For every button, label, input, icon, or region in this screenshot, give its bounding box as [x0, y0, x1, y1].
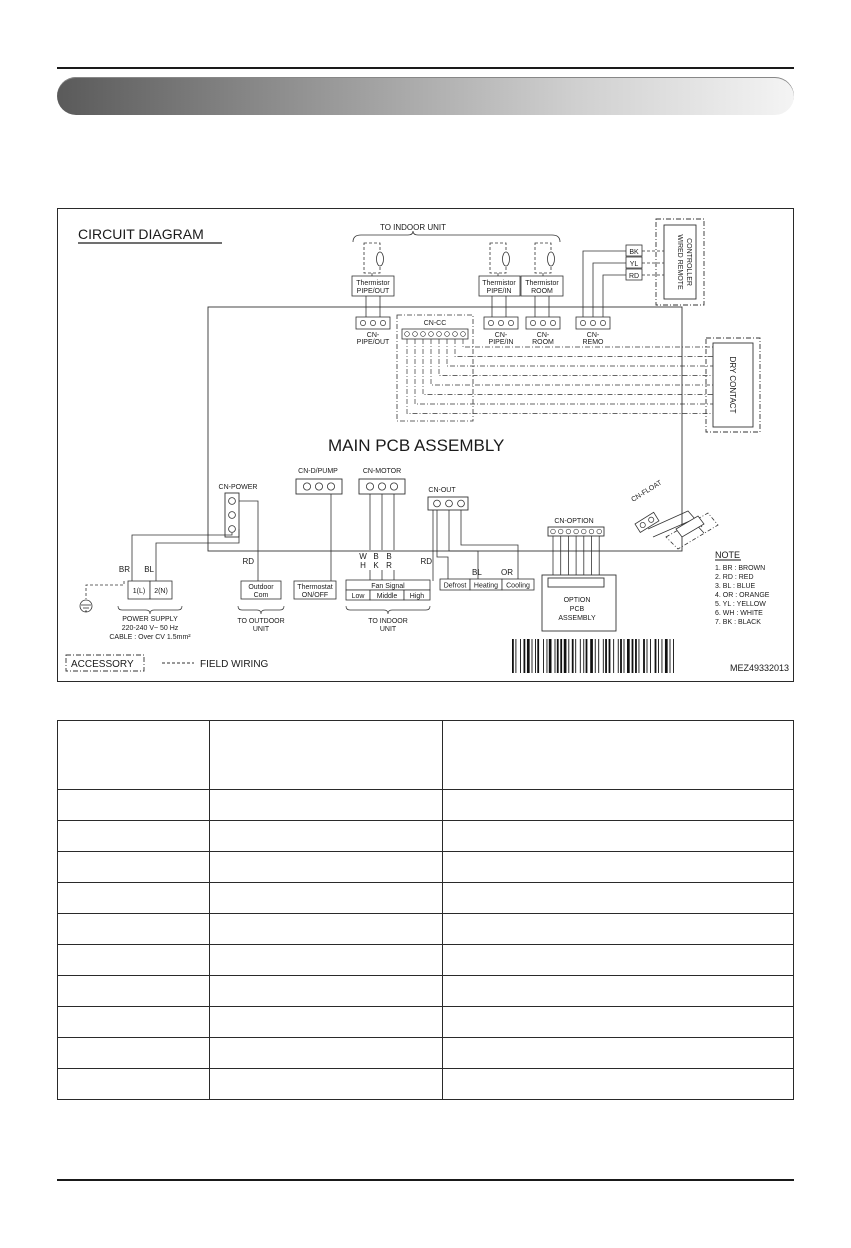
- table-cell: [209, 1007, 443, 1038]
- barcode: [512, 639, 674, 673]
- thermistor-pipe-in-l2: PIPE/IN: [486, 288, 512, 295]
- wired-remote-l1: WIRED REMOTE: [676, 234, 683, 290]
- barcode-bar: [624, 639, 625, 673]
- section-banner: [57, 77, 794, 115]
- barcode-bar: [605, 639, 607, 673]
- thermistor-room-l2: ROOM: [531, 288, 553, 295]
- wired-remote-controller: [656, 219, 704, 305]
- cn-option-pin: [589, 529, 594, 534]
- table-cell: [443, 1069, 794, 1100]
- cn-option-pin: [597, 529, 602, 534]
- cn-pipe-out-l2: PIPE/OUT: [356, 339, 390, 346]
- wire-bl: BL: [144, 565, 154, 574]
- barcode-bar: [537, 639, 539, 673]
- table-cell: [209, 883, 443, 914]
- barcode-bar: [627, 639, 630, 673]
- circuit-diagram-svg: [58, 209, 793, 681]
- table-row: [58, 790, 794, 821]
- table-cell: [58, 914, 210, 945]
- barcode-bar: [515, 639, 516, 673]
- table-cell: [58, 945, 210, 976]
- table-cell: [58, 821, 210, 852]
- dry-contact-wire: [447, 339, 713, 366]
- cn-option: [542, 518, 616, 631]
- barcode-bar: [609, 639, 611, 673]
- barcode-bar: [549, 639, 552, 673]
- barcode-bar: [662, 639, 663, 673]
- barcode-bar: [650, 639, 651, 673]
- table-cell: [209, 790, 443, 821]
- barcode-bar: [613, 639, 614, 673]
- table-cell: [443, 883, 794, 914]
- cn-remo-l1: CN-: [586, 332, 600, 339]
- dry-contact-label: DRY CONTACT: [728, 356, 737, 414]
- barcode-bar: [560, 639, 562, 673]
- table-cell: [58, 721, 210, 790]
- cn-remo: [576, 245, 664, 346]
- cn-cc-label: CN-CC: [423, 320, 447, 327]
- table-cell: [209, 1069, 443, 1100]
- cn-float: [630, 479, 718, 549]
- table-cell: [58, 1069, 210, 1100]
- note-line: 3. BL : BLUE: [715, 583, 756, 590]
- outdoor-com-l1: Outdoor: [248, 584, 274, 591]
- cn-pipe-in-l2: PIPE/IN: [488, 339, 514, 346]
- barcode-bar: [595, 639, 596, 673]
- thermistor-pipe-out-l1: Thermistor: [356, 280, 390, 287]
- option-pcb-l3: ASSEMBLY: [558, 615, 596, 622]
- cn-out: [420, 487, 534, 590]
- cn-option-pin: [551, 529, 556, 534]
- thermistor-pipe-out: [352, 243, 394, 346]
- table-row: [58, 821, 794, 852]
- cn-d-pump: [294, 468, 342, 599]
- wire-br-motor-1: B: [386, 552, 392, 561]
- cn-out-label: CN-OUT: [428, 487, 456, 494]
- to-indoor-bottom-l2: UNIT: [379, 626, 397, 633]
- cn-pipe-in-l1: CN-: [494, 332, 508, 339]
- cn-cc-pin: [405, 332, 410, 337]
- power-supply-l1: POWER SUPPLY: [122, 616, 178, 623]
- note-line: 6. WH : WHITE: [715, 610, 763, 617]
- note-line: 5. YL : YELLOW: [715, 601, 766, 608]
- float-switch-icon: [676, 516, 704, 537]
- barcode-bar: [618, 639, 619, 673]
- wire-rd-out: RD: [420, 557, 432, 566]
- terminal-1l: 1(L): [132, 588, 146, 595]
- barcode-bar: [543, 639, 544, 673]
- note-line: 7. BK : BLACK: [715, 619, 761, 626]
- barcode-bar: [647, 639, 648, 673]
- barcode-bar: [635, 639, 637, 673]
- option-pcb-l2: PCB: [569, 606, 585, 613]
- thermistor-room: [521, 243, 563, 346]
- barcode-bar: [572, 639, 574, 673]
- barcode-bar: [620, 639, 622, 673]
- legend-accessory: ACCESSORY: [71, 659, 134, 670]
- table-row: [58, 1007, 794, 1038]
- dry-contact: [706, 338, 760, 432]
- legend: [66, 655, 269, 671]
- barcode-bar: [670, 639, 671, 673]
- cn-cc-pin: [461, 332, 466, 337]
- wire-wh-1: W: [359, 552, 367, 561]
- table-row: [58, 852, 794, 883]
- cn-cc-pin: [453, 332, 458, 337]
- main-pcb-outline: [208, 307, 682, 551]
- barcode-bar: [575, 639, 576, 673]
- note-line: 2. RD : RED: [715, 574, 754, 581]
- barcode-bar: [586, 639, 588, 673]
- earth-ground-icon: [80, 581, 124, 612]
- wire-br-motor-2: R: [386, 561, 392, 570]
- table-cell: [443, 721, 794, 790]
- cn-motor: [359, 468, 405, 590]
- barcode-bar: [520, 639, 521, 673]
- table-row: [58, 883, 794, 914]
- thermistor-pipe-out-l2: PIPE/OUT: [356, 288, 390, 295]
- barcode-bar: [655, 639, 657, 673]
- cn-option-pin: [574, 529, 579, 534]
- table-cell: [443, 976, 794, 1007]
- circuit-diagram: [57, 208, 794, 682]
- to-outdoor-l1: TO OUTDOOR: [237, 618, 285, 625]
- wire-wh-2: H: [360, 561, 366, 570]
- barcode-bar: [603, 639, 604, 673]
- cn-option-label: CN-OPTION: [554, 518, 594, 525]
- wire-or-out: OR: [501, 568, 513, 577]
- cn-remo-l2: REMO: [582, 339, 604, 346]
- table-cell: [58, 1038, 210, 1069]
- remote-wire-bk: BK: [629, 249, 639, 256]
- barcode-bar: [673, 639, 674, 673]
- barcode-bar: [643, 639, 645, 673]
- table-cell: [58, 852, 210, 883]
- table-cell: [443, 821, 794, 852]
- barcode-bar: [639, 639, 640, 673]
- barcode-bar: [535, 639, 536, 673]
- fan-high: High: [409, 593, 425, 600]
- out-defrost: Defrost: [443, 582, 467, 590]
- cn-dpump-label: CN-D/PUMP: [298, 468, 338, 475]
- bottom-rule: [57, 1179, 794, 1181]
- dry-contact-wire: [439, 339, 713, 376]
- table-row: [58, 1069, 794, 1100]
- table-cell: [443, 945, 794, 976]
- barcode-bar: [555, 639, 556, 673]
- outdoor-com: [237, 581, 284, 633]
- table-cell: [58, 790, 210, 821]
- cn-pipe-out-l1: CN-: [366, 332, 380, 339]
- table-cell: [443, 790, 794, 821]
- table-cell: [443, 1007, 794, 1038]
- table-row: [58, 945, 794, 976]
- thermostat-l2: ON/OFF: [301, 592, 329, 599]
- table-row: [58, 914, 794, 945]
- fan-low: Low: [351, 593, 365, 600]
- barcode-bar: [547, 639, 548, 673]
- thermostat-l1: Thermostat: [297, 584, 333, 591]
- table-cell: [209, 976, 443, 1007]
- table-cell: [209, 945, 443, 976]
- table-row: [58, 976, 794, 1007]
- wire-rd-power: RD: [242, 557, 254, 566]
- cn-cc: [397, 315, 713, 421]
- barcode-bar: [580, 639, 581, 673]
- table-cell: [209, 821, 443, 852]
- power-terminal-block: [109, 581, 191, 641]
- barcode-bar: [532, 639, 533, 673]
- top-rule: [57, 67, 794, 69]
- note-line: 1. BR : BROWN: [715, 565, 766, 572]
- to-indoor-bottom-l1: TO INDOOR: [368, 618, 408, 625]
- legend-field-wiring: FIELD WIRING: [200, 659, 269, 670]
- barcode-bar: [512, 639, 514, 673]
- barcode-bar: [564, 639, 567, 673]
- cn-cc-pin: [437, 332, 442, 337]
- table-cell: [58, 976, 210, 1007]
- cn-room-l1: CN-: [536, 332, 550, 339]
- cn-motor-label: CN-MOTOR: [362, 468, 402, 475]
- table-cell: [443, 852, 794, 883]
- color-note: [715, 550, 770, 626]
- wiring-table: [57, 720, 794, 1100]
- power-supply-l3: CABLE : Over CV 1.5mm²: [109, 634, 191, 641]
- model-code: MEZ49332013: [729, 663, 789, 673]
- cn-cc-pin: [429, 332, 434, 337]
- table-cell: [209, 1038, 443, 1069]
- barcode-bar: [583, 639, 584, 673]
- table-cell: [58, 1007, 210, 1038]
- cn-option-pin: [582, 529, 587, 534]
- indoor-brace-top: [353, 231, 560, 242]
- note-title: NOTE: [715, 550, 741, 560]
- out-cooling: Cooling: [506, 582, 530, 590]
- thermistor-room-l1: Thermistor: [525, 280, 559, 287]
- barcode-bar: [557, 639, 559, 673]
- cn-cc-pin: [421, 332, 426, 337]
- wired-remote-l2: CONTROLLER: [685, 238, 692, 286]
- table-row: [58, 721, 794, 790]
- wire-bk-2: K: [373, 561, 379, 570]
- option-pcb-l1: OPTION: [563, 597, 591, 604]
- barcode-bar: [524, 639, 526, 673]
- thermistor-pipe-in: [479, 243, 520, 346]
- table-cell: [443, 1038, 794, 1069]
- cn-room-l2: ROOM: [532, 339, 554, 346]
- fan-signal-label: Fan Signal: [371, 583, 405, 590]
- to-indoor-unit-top: TO INDOOR UNIT: [379, 223, 447, 232]
- barcode-bar: [590, 639, 593, 673]
- wire-bk-1: B: [373, 552, 379, 561]
- fan-signal: [346, 580, 430, 633]
- diagram-title: CIRCUIT DIAGRAM: [78, 226, 204, 242]
- cn-cc-pin: [413, 332, 418, 337]
- main-pcb-label: MAIN PCB ASSEMBLY: [328, 436, 505, 455]
- table-cell: [443, 914, 794, 945]
- barcode-bar: [598, 639, 599, 673]
- out-heating: Heating: [473, 582, 499, 590]
- to-outdoor-l2: UNIT: [252, 626, 270, 633]
- table-row: [58, 1038, 794, 1069]
- barcode-bar: [665, 639, 668, 673]
- barcode-bar: [568, 639, 569, 673]
- barcode-bar: [527, 639, 530, 673]
- wire-br: BR: [118, 565, 130, 574]
- cn-power-label: CN-POWER: [218, 484, 258, 491]
- wire-bl-out: BL: [472, 568, 482, 577]
- table-cell: [209, 721, 443, 790]
- table-cell: [209, 852, 443, 883]
- remote-wire-yl: YL: [629, 261, 639, 268]
- table-cell: [209, 914, 443, 945]
- dry-contact-wire: [407, 339, 713, 414]
- barcode-bar: [632, 639, 634, 673]
- remote-wire-rd: RD: [628, 273, 640, 280]
- terminal-2n: 2(N): [154, 588, 168, 595]
- barcode-bar: [658, 639, 659, 673]
- fan-middle: Middle: [376, 593, 398, 600]
- cn-option-pin: [566, 529, 571, 534]
- note-line: 4. OR : ORANGE: [715, 592, 770, 599]
- cn-power: [119, 484, 258, 581]
- cn-float-label: CN-FLOAT: [630, 479, 664, 504]
- cn-cc-pin: [445, 332, 450, 337]
- power-supply-l2: 220-240 V~ 50 Hz: [121, 625, 179, 632]
- table-cell: [58, 883, 210, 914]
- cn-option-pin: [558, 529, 563, 534]
- thermistor-pipe-in-l1: Thermistor: [482, 280, 516, 287]
- outdoor-com-l2: Com: [253, 592, 269, 599]
